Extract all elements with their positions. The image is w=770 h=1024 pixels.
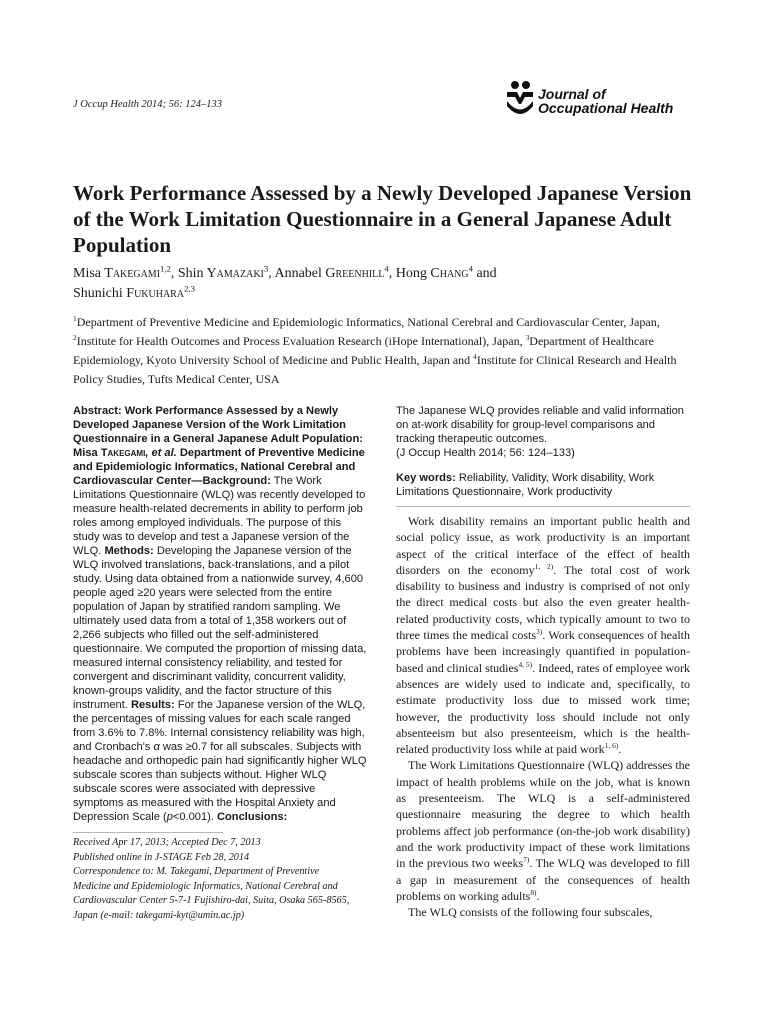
running-header-citation: J Occup Health 2014; 56: 124–133	[73, 99, 223, 110]
abstract-continuation	[396, 404, 690, 507]
affiliation-number: 4	[473, 352, 477, 361]
affiliation-number: 1	[73, 314, 77, 323]
citation-ref: 7)	[523, 855, 530, 865]
abstract-methods-label: Methods:	[104, 545, 154, 557]
author-first-name: Hong	[395, 266, 431, 281]
affiliation-text: Department of Healthcare Epidemiology, Kyoto University School of Medicine and Public Health, Japan and	[73, 334, 654, 367]
author-affiliation-sup: 3	[263, 263, 269, 274]
body-text-run: . Indeed, rates of employee work absences are widely used to indicate and, specifically, to estimate productivity loss due to missed work time; however, the productivity loss should include not only absenteeism but also presenteeism, which is the health-related productivity loss while at paid work	[396, 660, 690, 757]
abstract-results-end: <0.001).	[172, 811, 218, 823]
author-affiliation-sup: 2,3	[184, 283, 195, 294]
abstract-department: Department of Preventive Medicine and Epidemiologic Informatics, National Cerebral and Cardiovascular Center—Background:	[73, 447, 365, 487]
abstract-results-label: Results:	[130, 699, 175, 711]
article-title: Work Performance Assessed by a Newly Developed Japanese Version of the Work Limitation Questionnaire in a General Japanese Adult Population	[73, 181, 692, 257]
author-last-name-rest: hang	[439, 266, 469, 281]
abstract-methods: Developing the Japanese version of the WLQ involved translations, back-translations, and a pilot study. Using data obtained from a nationwide survey, 4,600 people aged ≥20 years were selected from the entire population of Japan by stratified random sampling. We ultimately used data from a total of 1,358 workers out of 2,266 subjects who filled out the self-administered questionnaire. We computed the proportion of missing data, measured internal consistency reliability, and tested for convergent and discriminant validity, concurrent validity, known-groups validity, and the factor structure of this instrument.	[73, 545, 367, 711]
body-text-run: . Work consequences of health problems have been increasingly quantified in population-based and clinical studies	[396, 628, 691, 675]
journal-logo	[505, 80, 705, 120]
affiliations	[73, 313, 703, 389]
author-last-initial: C	[430, 266, 440, 281]
body-text-run: . The total cost of work disability to business and industry is comprised of not only the direct medical costs but also the even greater health-related productivity costs, which typically amount to two to three times the medical costs	[396, 562, 690, 643]
abstract-conclusions: The Japanese WLQ provides reliable and valid information on at-work disability for group-level comparisons and tracking therapeutic outcomes.	[396, 405, 684, 445]
abstract-conclusions-label: Conclusions:	[217, 811, 288, 823]
footnote-address: Cardiovascular Center 5-7-1 Fujishiro-dai, Suita, Osaka 565-8565,	[73, 895, 350, 906]
author-last-initial: Y	[206, 266, 217, 281]
body-paragraph: The WLQ consists of the following four subscales,	[408, 905, 653, 920]
affiliation-number: 3	[525, 333, 530, 342]
author-last-name-rest: akegami	[112, 266, 161, 281]
keywords-text: Reliability, Validity, Work disability, Work Limitations Questionnaire, Work productivity	[396, 472, 655, 498]
abstract-et-al: , et al.	[145, 447, 177, 459]
citation-ref: 3)	[536, 627, 543, 637]
author-last-name-rest: amazaki	[216, 266, 264, 281]
citation-ref: 4, 5)	[518, 659, 533, 669]
body-text-run: The Work Limitations Questionnaire (WLQ) addresses the impact of health problems while on the job, what is known as presenteeism. The WLQ is a self-administered questionnaire measuring the degree to which health problems affect job performance (on-the-job work disability) and the work productivity impact of these work limitations in the previous two weeks	[396, 758, 690, 871]
journal-name-line1: Journal of	[538, 86, 606, 102]
abstract-author-initial: T	[100, 447, 108, 459]
author-separator: ,	[388, 266, 396, 281]
footnote-divider	[73, 832, 223, 833]
abstract-p-symbol: p	[166, 811, 173, 823]
author-affiliation-sup: 4	[384, 263, 389, 274]
body-text-run: .	[618, 742, 622, 757]
footnote-received: Received Apr 17, 2013; Accepted Dec 7, 2013	[73, 837, 261, 848]
affiliation-text: Institute for Clinical Research and Health Policy Studies, Tufts Medical Center, USA	[73, 353, 677, 386]
author-list	[73, 264, 703, 304]
body-text-run: . The WLQ was developed to fill a gap in measurement of the consequences of health problems on working adults	[396, 856, 691, 903]
journal-name	[538, 87, 673, 115]
abstract-results-cont: was ≥0.7 for all subscales. Subjects with headache and orthopedic pain had significantly higher WLQ subscale scores than subjects without. Higher WLQ subscale scores were associated with depressive symptoms as measured with the Hospital Anxiety and Depression Scale (	[73, 741, 367, 823]
footnote-correspondence-cont: Medicine and Epidemiologic Informatics, National Cerebral and	[73, 880, 338, 892]
footnote-email: Japan (e-mail: takegami-kyt@umin.ac.jp)	[73, 909, 245, 921]
author-last-name-rest: ukuhara	[134, 286, 185, 301]
footnotes	[73, 836, 367, 923]
author-conjunction: and	[472, 266, 497, 281]
author-affiliation-sup: 1,2	[160, 263, 171, 274]
abstract-author-rest: akegami	[107, 447, 146, 459]
body-text-run: Work disability remains an important public health and social policy issue, as work productivity is an important aspect of the critical interface of the effect of health disorders on the economy	[396, 514, 690, 577]
author-separator: ,	[268, 266, 275, 281]
journal-logo-icon	[505, 80, 535, 116]
author-first-name: Misa	[73, 266, 105, 281]
affiliation-text: Department of Preventive Medicine and Epidemiologic Informatics, National Cerebral and Cardiovascular Center, Japan,	[76, 315, 660, 329]
abstract-lead: Abstract: Work Performance Assessed by a Newly Developed Japanese Version of the Work Limitation Questionnaire in a General Japanese Adult Population: Misa	[73, 405, 363, 459]
abstract	[73, 404, 367, 824]
affiliation-number: 2	[73, 333, 77, 342]
keywords-label: Key words:	[396, 472, 456, 484]
citation-ref: 1, 6)	[604, 741, 619, 751]
keywords	[396, 471, 690, 499]
keywords-divider	[396, 506, 690, 507]
journal-name-line2: Occupational Health	[538, 100, 674, 116]
author-last-initial: T	[104, 266, 113, 281]
author-first-name: Shunichi	[73, 286, 127, 301]
body-text-run: .	[536, 888, 540, 903]
abstract-citation: (J Occup Health 2014; 56: 124–133)	[396, 447, 575, 459]
body-paragraph	[396, 757, 690, 904]
abstract-background: The Work Limitations Questionnaire (WLQ) was recently developed to measure health-related decrements in ability to perform job roles among employed individuals. The purpose of this study was to develop and test a Japanese version of the WLQ.	[73, 475, 366, 557]
article-body	[396, 513, 690, 920]
author-affiliation-sup: 4	[468, 263, 473, 274]
abstract-alpha-symbol: α	[153, 741, 160, 753]
citation-ref: 1, 2)	[534, 561, 554, 571]
author-first-name: Shin	[177, 266, 207, 281]
author-separator: ,	[170, 266, 178, 281]
author-last-name-rest: reenhill	[335, 266, 385, 281]
citation-ref: 8)	[530, 887, 537, 897]
abstract-results: For the Japanese version of the WLQ, the percentages of missing values for each scale ranged from 3.6% to 7.8%. Internal consistency reliability was high, and Cronbach's	[73, 699, 366, 753]
footnote-correspondence: Correspondence to: M. Takegami, Department of Preventive	[73, 866, 320, 877]
footnote-published: Published online in J-STAGE Feb 28, 2014	[73, 851, 250, 863]
affiliation-text: Institute for Health Outcomes and Process Evaluation Research (iHope International), Japan,	[76, 334, 526, 348]
body-paragraph	[396, 513, 690, 757]
author-last-initial: G	[325, 266, 336, 281]
author-first-name: Annabel	[274, 266, 326, 281]
author-last-initial: F	[126, 286, 135, 301]
